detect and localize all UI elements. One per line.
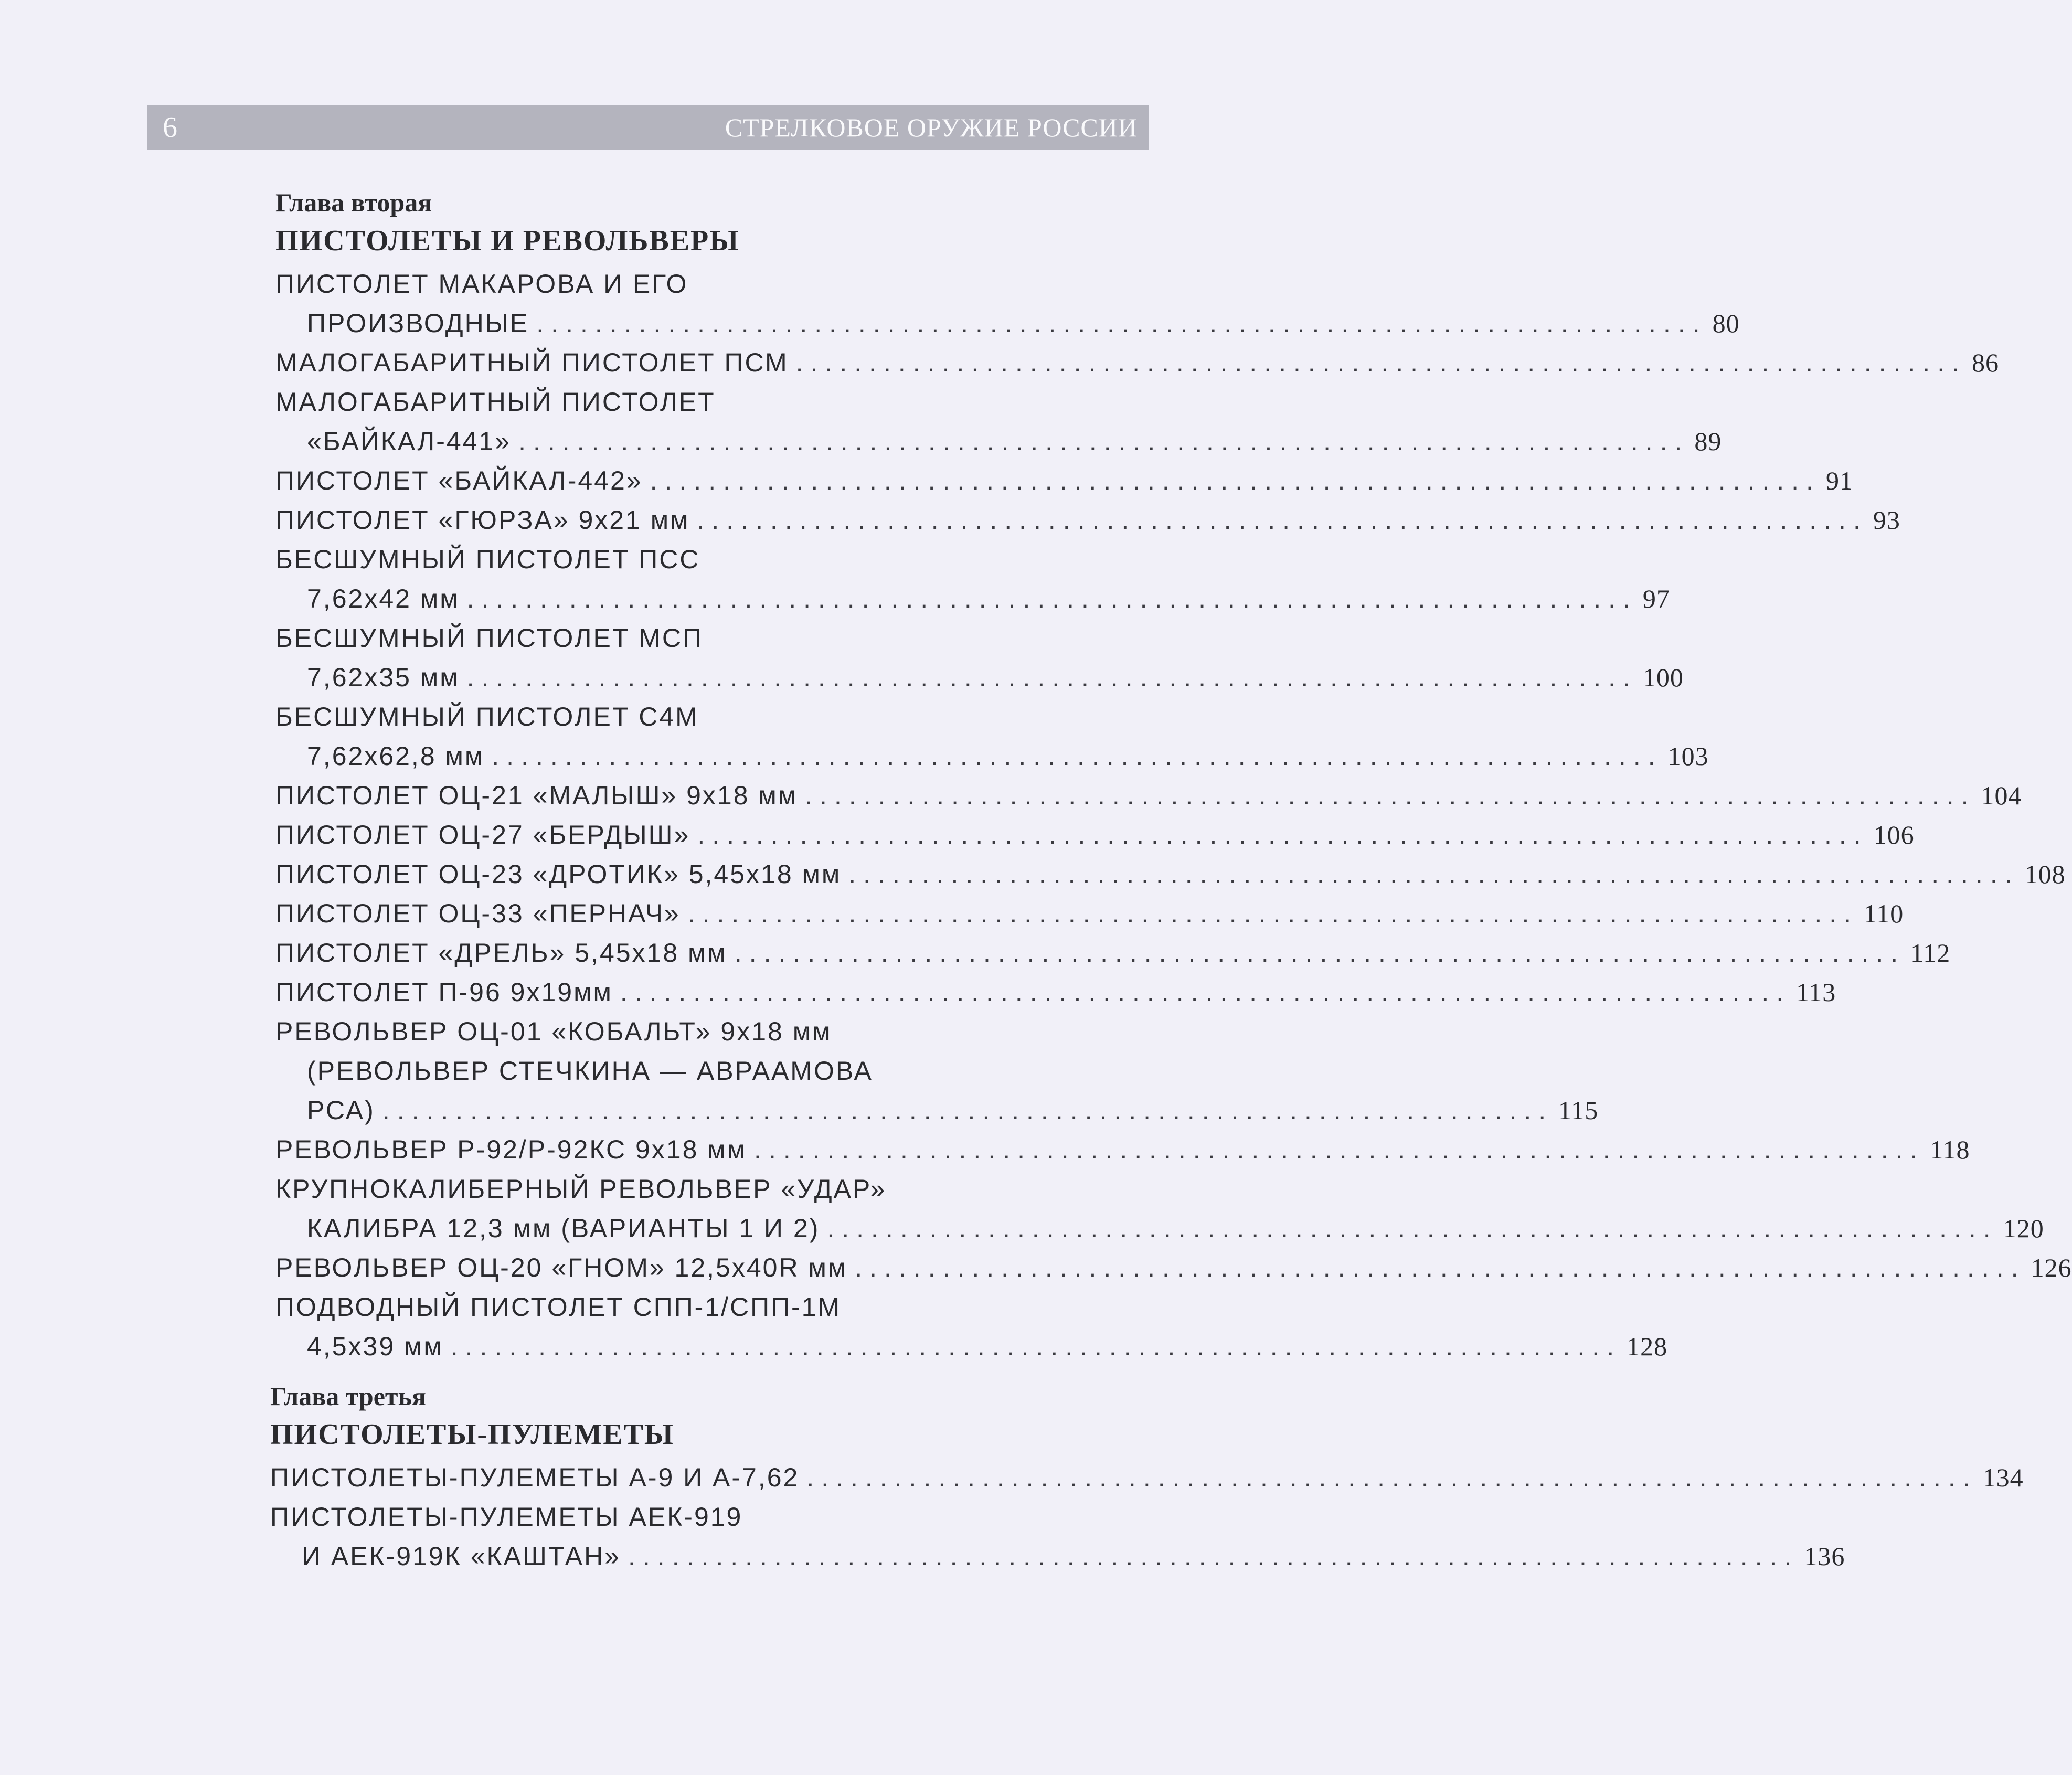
toc-entry-title-line: ПИСТОЛЕТ П-96 9х19мм xyxy=(275,977,613,1007)
toc-entry-title-line: РЕВОЛЬВЕР ОЦ-01 «КОБАЛЬТ» 9х18 мм xyxy=(275,1017,832,1046)
toc-entry-title-line: ПОДВОДНЫЙ ПИСТОЛЕТ СПП-1/СПП-1М xyxy=(275,1292,842,1322)
toc-page-number: 89 xyxy=(1694,427,1722,456)
toc-entry-title-line: БЕСШУМНЫЙ ПИСТОЛЕТ С4М xyxy=(275,702,699,731)
toc-page-number: 100 xyxy=(1642,663,1684,692)
dot-leader: ................................................................................ xyxy=(687,899,1859,928)
dot-leader: ................................................................................ xyxy=(805,781,1976,810)
toc-entry-title-line: БЕСШУМНЫЙ ПИСТОЛЕТ ПСС xyxy=(275,545,700,574)
page-number: 6 xyxy=(163,111,177,144)
dot-leader: ................................................................................ xyxy=(628,1542,1799,1571)
toc-entry-last-line xyxy=(270,1537,1845,1576)
toc-entry-title-line: РЕВОЛЬВЕР ОЦ-20 «ГНОМ» 12,5х40R мм xyxy=(275,1253,848,1282)
chapter-label: Глава третья xyxy=(270,1381,426,1411)
toc-entry xyxy=(275,1288,1668,1366)
toc-entry xyxy=(275,264,1740,343)
toc-entry-last-line xyxy=(275,461,1853,501)
toc-entry-last-line xyxy=(275,304,1740,343)
toc-entry xyxy=(275,855,2066,894)
toc-entry-title-line: 7,62х62,8 мм xyxy=(307,741,485,771)
toc-entry-title-line: ПИСТОЛЕТ «ДРЕЛЬ» 5,45х18 мм xyxy=(275,938,727,968)
toc-entry-last-line xyxy=(275,579,1670,619)
toc-entry xyxy=(275,1012,1599,1130)
toc-entry-last-line xyxy=(275,658,1684,697)
dot-leader: ................................................................................ xyxy=(827,1214,1998,1243)
toc-entry xyxy=(275,973,1836,1012)
toc-entry-title-line: ПИСТОЛЕТ ОЦ-23 «ДРОТИК» 5,45х18 мм xyxy=(275,859,842,889)
dot-leader: ................................................................................ xyxy=(466,663,1638,692)
chapter-two-section xyxy=(275,184,2072,1366)
toc-entry xyxy=(275,461,1853,501)
toc-entry-last-line xyxy=(275,1327,1668,1366)
toc-entry-title-line: ПРОИЗВОДНЫЕ xyxy=(307,309,529,338)
toc-entry-last-line xyxy=(275,933,1951,973)
toc-entry-last-line xyxy=(275,815,1915,855)
toc-page-number: 118 xyxy=(1930,1135,1970,1164)
toc-list xyxy=(270,1458,2024,1576)
toc-entry-last-line xyxy=(275,776,2022,815)
dot-leader: ................................................................................ xyxy=(754,1135,1925,1164)
dot-leader: ................................................................................ xyxy=(855,1253,2026,1282)
toc-list xyxy=(275,264,2072,1366)
toc-entry-title-line: МАЛОГАБАРИТНЫЙ ПИСТОЛЕТ xyxy=(275,387,716,417)
toc-entry-last-line xyxy=(275,1130,1970,1170)
toc-entry-title-line: ПИСТОЛЕТ «ГЮРЗА» 9х21 мм xyxy=(275,505,690,535)
toc-entry-title-line: РСА) xyxy=(307,1096,375,1125)
toc-page-number: 113 xyxy=(1796,977,1836,1007)
toc-page-number: 91 xyxy=(1825,466,1853,495)
toc-entry-last-line xyxy=(275,1091,1599,1130)
toc-page-number: 103 xyxy=(1667,741,1709,771)
toc-page-number: 93 xyxy=(1873,505,1900,535)
toc-entry-last-line xyxy=(275,422,1722,461)
toc-entry xyxy=(270,1458,2024,1497)
toc-entry xyxy=(275,540,1670,619)
toc-entry-title-line: КРУПНОКАЛИБЕРНЫЙ РЕВОЛЬВЕР «УДАР» xyxy=(275,1174,887,1204)
toc-entry xyxy=(275,1170,2044,1248)
dot-leader: ................................................................................ xyxy=(382,1096,1554,1125)
dot-leader: ................................................................................ xyxy=(466,584,1638,613)
toc-entry-last-line xyxy=(275,343,1999,382)
toc-entry-title-line: 4,5х39 мм xyxy=(307,1332,443,1361)
toc-entry xyxy=(275,815,1915,855)
dot-leader: ................................................................................ xyxy=(848,859,2020,889)
toc-page-number: 120 xyxy=(2003,1214,2044,1243)
toc-entry-last-line xyxy=(275,1209,2044,1248)
toc-entry-last-line xyxy=(275,894,1904,933)
toc-page-number: 134 xyxy=(1982,1463,2024,1492)
toc-page-number: 97 xyxy=(1642,584,1670,613)
dot-leader: ................................................................................ xyxy=(492,741,1663,771)
running-header xyxy=(147,105,1149,150)
toc-entry-title-line: И АЕК-919К «КАШТАН» xyxy=(302,1542,621,1571)
toc-entry-title-line: ПИСТОЛЕТ «БАЙКАЛ-442» xyxy=(275,466,643,495)
toc-entry-title-line: 7,62х42 мм xyxy=(307,584,460,613)
toc-entry-title-line: КАЛИБРА 12,3 мм (ВАРИАНТЫ 1 И 2) xyxy=(307,1214,820,1243)
toc-entry xyxy=(275,382,1722,461)
chapter-three-section xyxy=(270,1377,2024,1576)
dot-leader: ................................................................................ xyxy=(734,938,1906,968)
toc-entry xyxy=(275,619,1684,697)
toc-entry xyxy=(275,1248,2072,1288)
toc-entry-last-line xyxy=(275,973,1836,1012)
dot-leader: ................................................................................ xyxy=(450,1332,1622,1361)
toc-entry-last-line xyxy=(275,855,2066,894)
toc-entry xyxy=(275,697,1709,776)
chapter-title: ПИСТОЛЕТЫ-ПУЛЕМЕТЫ xyxy=(270,1418,674,1451)
toc-entry xyxy=(275,1130,1970,1170)
toc-entry-last-line xyxy=(275,1248,2072,1288)
toc-entry-title-line: МАЛОГАБАРИТНЫЙ ПИСТОЛЕТ ПСМ xyxy=(275,348,789,377)
toc-entry xyxy=(275,933,1951,973)
toc-entry-title-line: ПИСТОЛЕТ ОЦ-21 «МАЛЫШ» 9х18 мм xyxy=(275,781,798,810)
chapter-title: ПИСТОЛЕТЫ И РЕВОЛЬВЕРЫ xyxy=(275,225,740,257)
toc-page-number: 86 xyxy=(1971,348,1999,377)
dot-leader: ................................................................................ xyxy=(697,820,1868,849)
toc-page-number: 110 xyxy=(1864,899,1904,928)
toc-entry-title-line: РЕВОЛЬВЕР Р-92/Р-92КС 9х18 мм xyxy=(275,1135,747,1164)
dot-leader: ................................................................................ xyxy=(795,348,1967,377)
toc-page-number: 136 xyxy=(1804,1542,1845,1571)
toc-entry-last-line xyxy=(275,737,1709,776)
toc-entry-title-line: ПИСТОЛЕТ ОЦ-27 «БЕРДЫШ» xyxy=(275,820,690,849)
dot-leader: ................................................................................ xyxy=(806,1463,1978,1492)
toc-entry-title-line: ПИСТОЛЕТЫ-ПУЛЕМЕТЫ АЕК-919 xyxy=(270,1502,743,1532)
toc-entry-title-line: 7,62х35 мм xyxy=(307,663,460,692)
toc-page-number: 115 xyxy=(1558,1096,1599,1125)
toc-entry xyxy=(275,343,1999,382)
chapter-label: Глава вторая xyxy=(275,188,432,217)
dot-leader: ................................................................................ xyxy=(620,977,1791,1007)
dot-leader: ................................................................................ xyxy=(518,427,1690,456)
toc-page-number: 104 xyxy=(1981,781,2022,810)
toc-page-number: 108 xyxy=(2024,859,2066,889)
toc-entry xyxy=(275,776,2022,815)
toc-entry-title-line: (РЕВОЛЬВЕР СТЕЧКИНА — АВРААМОВА xyxy=(307,1056,873,1086)
toc-page-number: 80 xyxy=(1712,309,1740,338)
dot-leader: ................................................................................ xyxy=(697,505,1868,535)
running-title: СТРЕЛКОВОЕ ОРУЖИЕ РОССИИ xyxy=(725,113,1138,142)
toc-page-number: 128 xyxy=(1627,1332,1668,1361)
toc-page-number: 112 xyxy=(1910,938,1951,968)
toc-entry-title-line: ПИСТОЛЕТЫ-ПУЛЕМЕТЫ А-9 И А-7,62 xyxy=(270,1463,800,1492)
dot-leader: ................................................................................ xyxy=(536,309,1707,338)
toc-entry-last-line xyxy=(275,501,1900,540)
toc-entry xyxy=(275,894,1904,933)
toc-entry-title-line: «БАЙКАЛ-441» xyxy=(307,427,512,456)
toc-entry xyxy=(270,1497,1845,1576)
toc-entry xyxy=(275,501,1900,540)
dot-leader: ................................................................................ xyxy=(650,466,1821,495)
toc-entry-title-line: ПИСТОЛЕТ ОЦ-33 «ПЕРНАЧ» xyxy=(275,899,681,928)
toc-page-number: 106 xyxy=(1873,820,1915,849)
toc-entry-title-line: ПИСТОЛЕТ МАКАРОВА И ЕГО xyxy=(275,269,688,299)
toc-page-number: 126 xyxy=(2031,1253,2072,1282)
toc-entry-title-line: БЕСШУМНЫЙ ПИСТОЛЕТ МСП xyxy=(275,623,703,653)
toc-entry-last-line xyxy=(270,1458,2024,1497)
table-of-contents xyxy=(270,184,2072,1571)
